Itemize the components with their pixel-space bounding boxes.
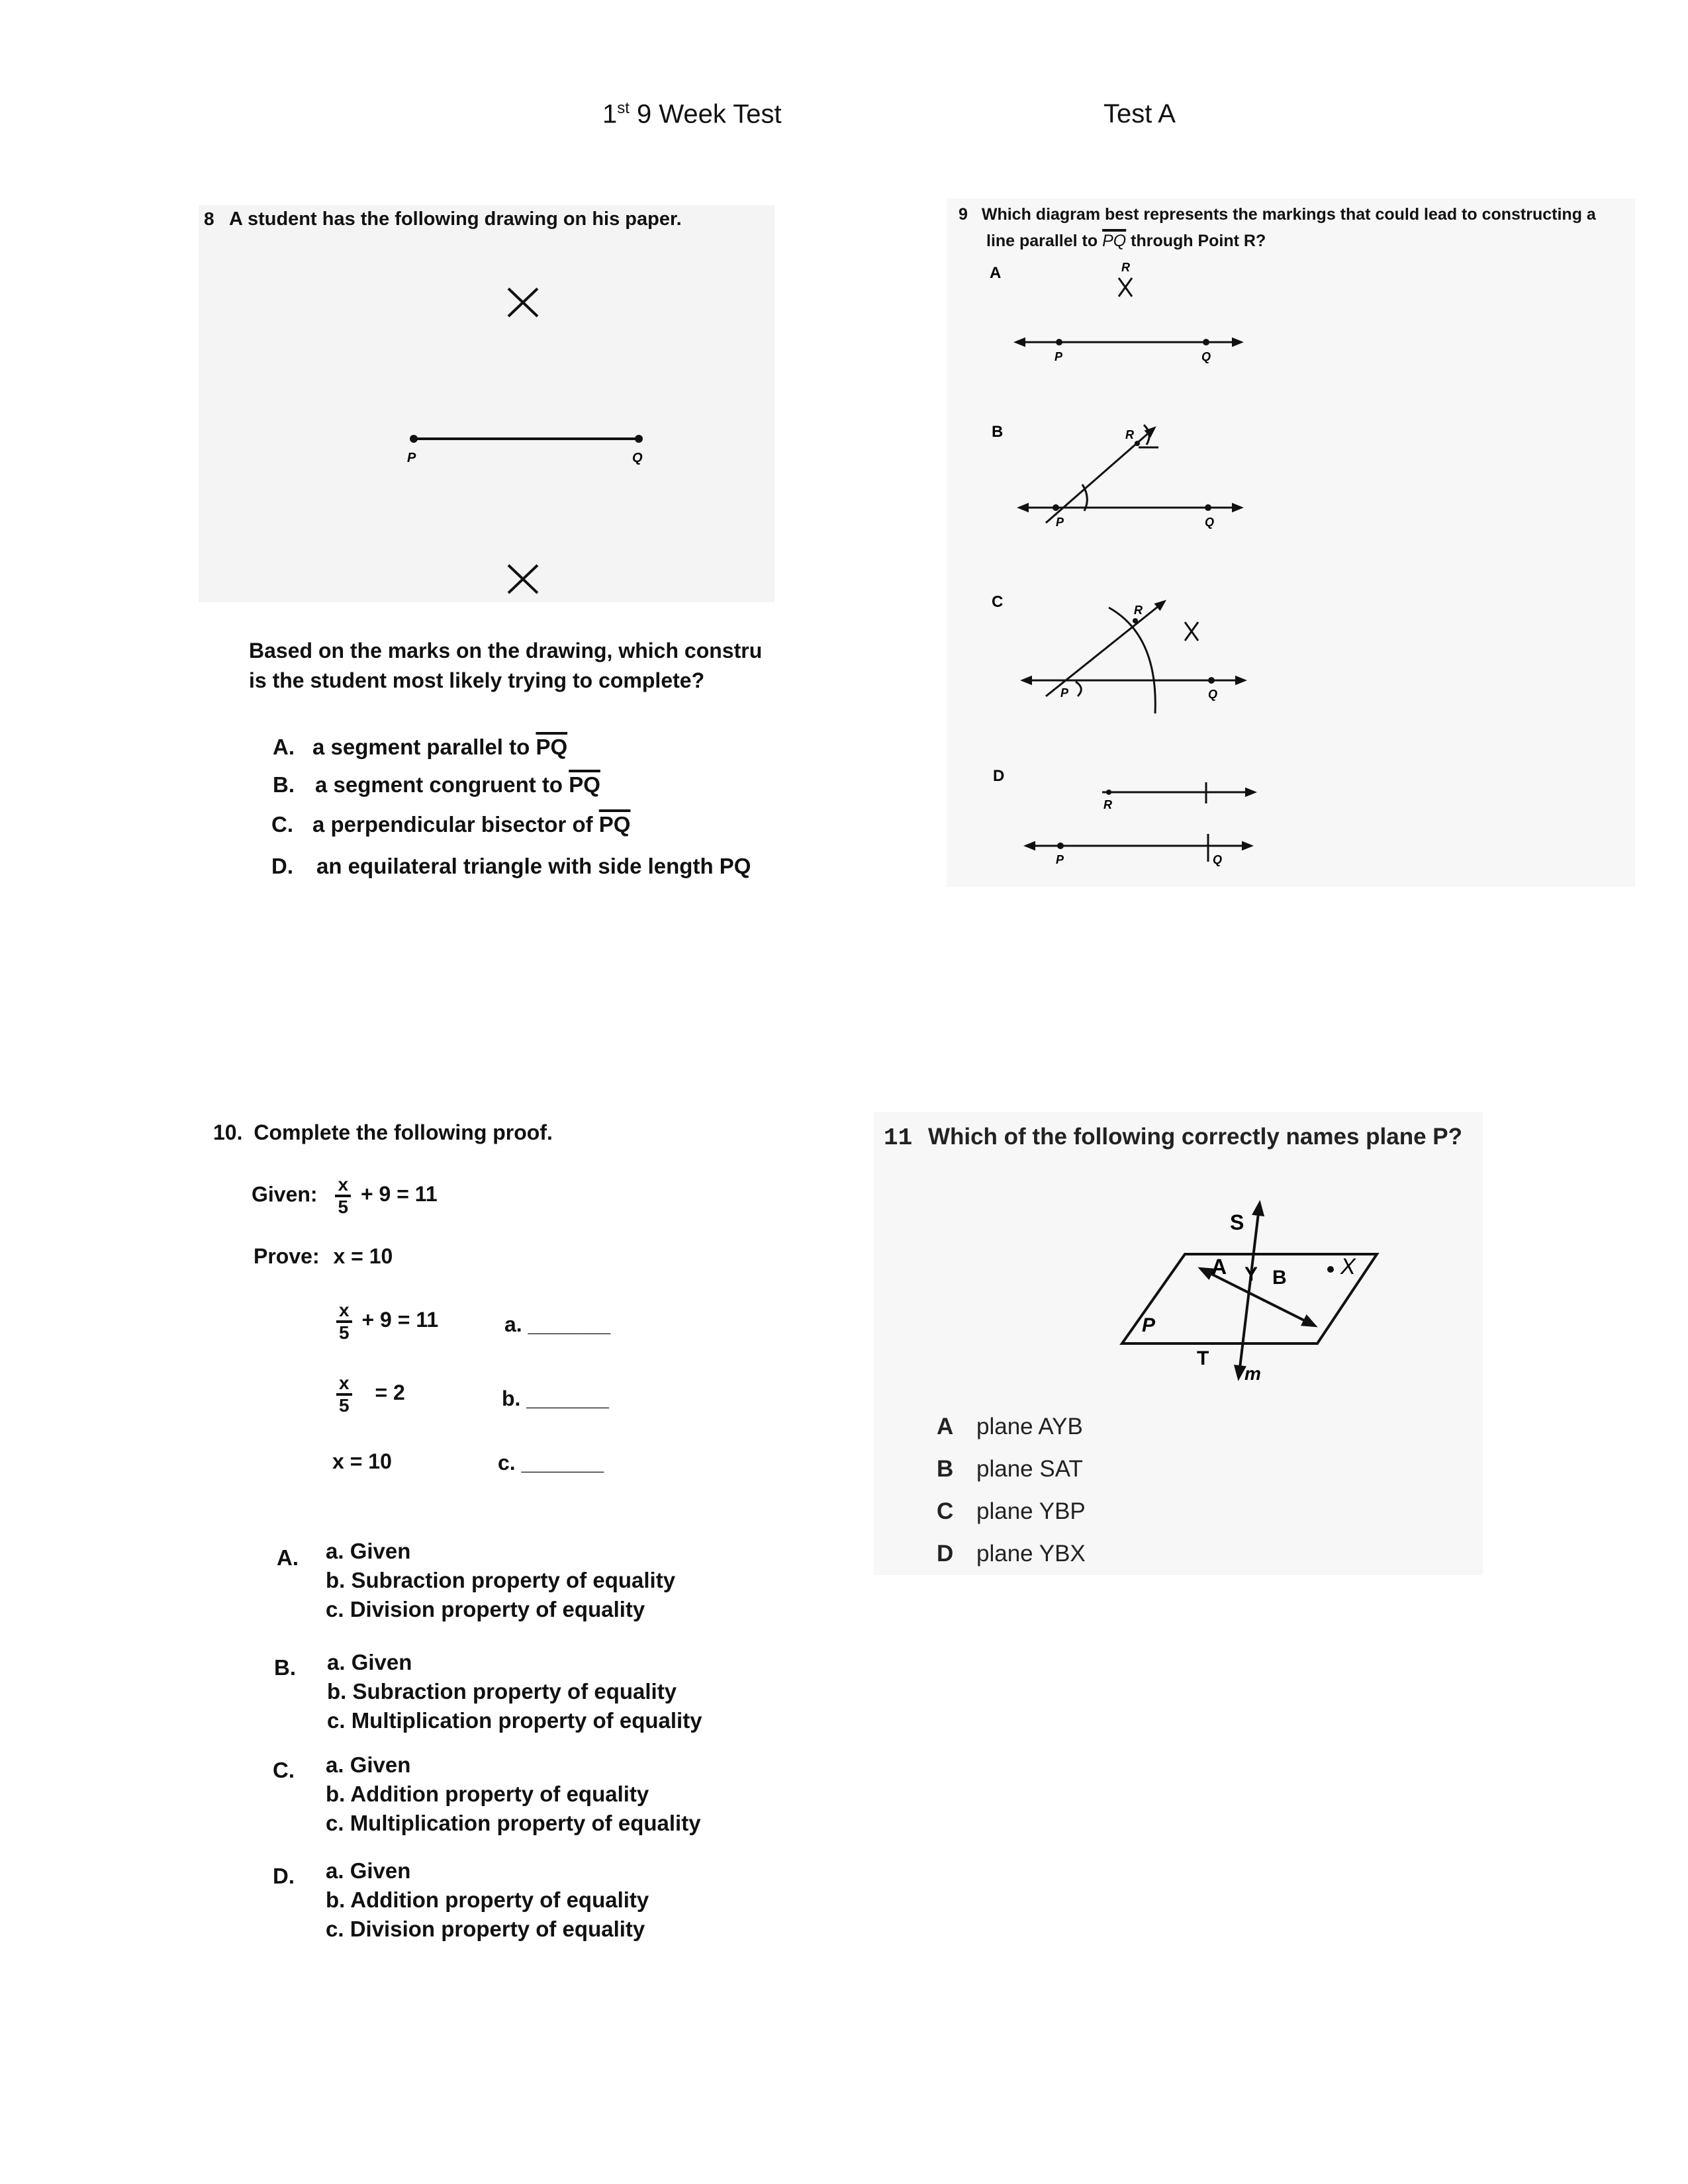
title-text: 9 Week Test: [629, 99, 782, 129]
q9-choice-d-label[interactable]: D: [993, 767, 1005, 785]
q9-d-point-p-dot: [1057, 842, 1064, 849]
q9-choice-c-label[interactable]: C: [992, 593, 1004, 611]
q10-step-2: [336, 1373, 405, 1416]
q9-b-point-r-dot: [1135, 441, 1140, 446]
q11-label-m: m: [1244, 1363, 1261, 1384]
q9-b-point-q: Q: [1205, 516, 1215, 529]
q9-c-arc-large: [1109, 608, 1155, 713]
q11-option-b-letter: B: [937, 1456, 954, 1482]
q10-blank-a[interactable]: a. _______: [504, 1312, 611, 1336]
q10-option-a-letter: A.: [277, 1545, 299, 1570]
q11-label-a: A: [1211, 1255, 1227, 1279]
q9-number: 9: [959, 205, 968, 224]
q8-option-c-letter: C.: [271, 812, 293, 837]
q9-c-transversal: [1046, 604, 1162, 696]
q11-plane-figure: [1112, 1191, 1390, 1390]
q8-option-c-segment: $\overline{PQ}$: [598, 812, 631, 837]
q10-step-3: x = 10: [332, 1449, 392, 1473]
q9-a-point-q-dot: [1203, 339, 1209, 345]
q9-diagrams: [947, 251, 1635, 887]
q9-a-point-q: Q: [1201, 350, 1211, 363]
q10-step2-fraction: [336, 1373, 352, 1416]
q10-step2-rest: = 2: [375, 1381, 405, 1405]
q8-stem-text: A student has the following drawing on his paper.: [229, 208, 682, 230]
q10-stem-text: Complete the following proof.: [254, 1120, 553, 1144]
q10-given-fraction: [335, 1175, 351, 1217]
q10-step2-frac-num: x: [336, 1373, 352, 1396]
q10-option-d-step-c: c. Division property of equality: [326, 1917, 645, 1941]
q9-d-point-p: P: [1056, 853, 1064, 866]
q9-a-x-mark: [1119, 278, 1132, 296]
q10-option-d-letter: D.: [273, 1864, 295, 1888]
q8-option-b-segment: $\overline{PQ}$: [569, 772, 600, 797]
q10-option-d-step-a: a. Given: [326, 1858, 411, 1883]
q8-question-line-1: Based on the marks on the drawing, which constru: [249, 639, 763, 662]
q8-stem: [204, 208, 682, 230]
q10-stem: [213, 1120, 553, 1145]
q8-point-p-label: P: [407, 451, 416, 465]
q9-a-point-p: P: [1055, 350, 1063, 363]
q10-option-a-step-c: c. Division property of equality: [326, 1597, 645, 1621]
q9-b-point-q-dot: [1205, 504, 1211, 511]
q8-option-b-letter: B.: [273, 772, 295, 797]
title-superscript: st: [617, 99, 630, 117]
q10-prove-label: Prove:: [254, 1244, 320, 1268]
q10-option-c-step-a: a. Given: [326, 1752, 411, 1777]
q10-given: [252, 1175, 438, 1217]
q11-label-t: T: [1197, 1347, 1209, 1369]
q8-option-a-segment: $\overline{PQ}$: [536, 735, 568, 759]
q8-top-x-mark: [508, 289, 538, 316]
q9-stem-line-2-text-a: line parallel to: [986, 232, 1103, 250]
test-version: Test A: [1103, 99, 1176, 128]
q9-stem-line-2: [986, 232, 1266, 251]
q10-blank-c[interactable]: c. _______: [498, 1451, 604, 1475]
q8-option-a-text: a segment parallel to: [312, 735, 536, 759]
q9-choice-a-label[interactable]: A: [990, 264, 1002, 282]
q10-step-1: [336, 1300, 438, 1343]
q11-option-c-letter: C: [937, 1498, 954, 1524]
q8-option-d[interactable]: [271, 854, 751, 879]
q9-c-x-mark: [1185, 622, 1198, 641]
q11-label-s: S: [1230, 1210, 1244, 1234]
q10-option-b-steps: [327, 1648, 702, 1735]
q8-point-q-label: Q: [632, 451, 643, 465]
q11-option-d[interactable]: [937, 1541, 1086, 1567]
q11-option-a[interactable]: [937, 1414, 1083, 1440]
q10-prove: [254, 1244, 393, 1269]
q9-stem-line-2-text-b: through Point R?: [1126, 232, 1266, 250]
q8-bottom-x-mark: [508, 565, 538, 593]
q11-option-c[interactable]: [937, 1498, 1086, 1525]
q11-option-d-text: plane YBX: [976, 1541, 1086, 1567]
q10-step1-frac-num: x: [336, 1300, 352, 1323]
q9-a-point-r: R: [1121, 261, 1130, 274]
q10-option-b-step-a: a. Given: [327, 1650, 412, 1674]
q8-option-d-text: an equilateral triangle with side length PQ: [316, 854, 751, 878]
q9-b-point-r: R: [1125, 428, 1134, 441]
q11-number: 11: [884, 1124, 913, 1152]
q8-drawing: [199, 265, 774, 609]
q8-option-b-text: a segment congruent to: [315, 772, 569, 797]
q9-b-point-p: P: [1056, 516, 1064, 529]
q8-segment-pq: [410, 435, 643, 443]
q9-d-point-r: R: [1103, 798, 1112, 811]
q10-option-c-step-b: b. Addition property of equality: [326, 1782, 649, 1806]
q10-option-c-letter: C.: [273, 1758, 295, 1782]
q10-number: 10.: [213, 1120, 243, 1144]
q11-stem: [884, 1124, 1462, 1152]
q9-choice-b-label[interactable]: B: [992, 423, 1004, 441]
q11-option-a-letter: A: [937, 1414, 954, 1439]
q11-option-c-text: plane YBP: [976, 1498, 1086, 1524]
q11-label-x: X: [1340, 1254, 1356, 1279]
test-title: [602, 99, 782, 129]
q9-stem-line-1: [959, 205, 1596, 224]
q9-d-point-q: Q: [1213, 853, 1223, 866]
q10-option-d-steps: [326, 1856, 649, 1944]
q8-option-d-letter: D.: [271, 854, 293, 878]
q9-stem-line-1-text: Which diagram best represents the markings that could lead to constructing a: [981, 205, 1596, 224]
q10-option-a-steps: [326, 1537, 675, 1624]
q11-point-x-dot: [1327, 1266, 1334, 1273]
q10-option-a-step-a: a. Given: [326, 1539, 411, 1563]
q8-option-b[interactable]: [273, 772, 600, 797]
q11-stem-text: Which of the following correctly names plane P?: [927, 1124, 1463, 1150]
q10-option-b-letter: B.: [274, 1655, 296, 1680]
q10-option-c-step-c: c. Multiplication property of equality: [326, 1811, 701, 1835]
q10-option-c-steps: [326, 1751, 701, 1838]
q8-option-c[interactable]: [271, 812, 630, 837]
q10-option-b-step-c: c. Multiplication property of equality: [327, 1708, 702, 1733]
q9-d-point-r-dot: [1106, 790, 1111, 795]
q8-option-a[interactable]: [273, 735, 567, 760]
q11-option-b[interactable]: [937, 1456, 1083, 1482]
q8-number: 8: [204, 208, 214, 229]
q9-c-arc-small: [1076, 682, 1081, 696]
q10-given-label: Given:: [252, 1182, 318, 1206]
q9-c-point-r: R: [1134, 604, 1143, 617]
q11-option-a-text: plane AYB: [976, 1414, 1083, 1439]
q11-label-p: P: [1142, 1314, 1156, 1336]
q10-option-a-step-b: b. Subraction property of equality: [326, 1568, 676, 1592]
q8-option-c-text: a perpendicular bisector of: [312, 812, 599, 837]
q8-option-a-letter: A.: [273, 735, 295, 759]
q10-step1-rest: + 9 = 11: [361, 1308, 439, 1332]
q11-label-b: B: [1272, 1267, 1287, 1289]
q9-c-point-q: Q: [1208, 688, 1218, 701]
title-number: 1: [602, 99, 618, 129]
q8-question-line-2: is the student most likely trying to complete?: [249, 668, 705, 692]
q9-c-point-p: P: [1060, 686, 1069, 700]
q9-c-point-q-dot: [1208, 677, 1215, 684]
q10-step2-frac-den: 5: [339, 1395, 350, 1416]
q10-given-frac-num: x: [335, 1175, 351, 1197]
q10-step1-fraction: [336, 1300, 352, 1343]
q11-option-d-letter: D: [937, 1541, 954, 1567]
q10-blank-b[interactable]: b. _______: [502, 1387, 609, 1410]
q10-given-frac-den: 5: [338, 1197, 349, 1217]
q11-option-b-text: plane SAT: [976, 1456, 1083, 1482]
q10-step1-frac-den: 5: [339, 1322, 350, 1343]
q10-prove-value: x = 10: [333, 1244, 393, 1268]
q10-given-rest: + 9 = 11: [360, 1182, 438, 1206]
q10-option-b-step-b: b. Subraction property of equality: [327, 1679, 677, 1704]
q9-stem-segment: $\overline{PQ}$: [1102, 232, 1127, 250]
q9-a-point-p-dot: [1056, 339, 1062, 345]
q9-c-point-r-dot: [1133, 618, 1138, 623]
q10-option-d-step-b: b. Addition property of equality: [326, 1888, 649, 1912]
q9-b-point-p-dot: [1053, 504, 1059, 511]
q11-label-y: Y: [1244, 1263, 1258, 1285]
